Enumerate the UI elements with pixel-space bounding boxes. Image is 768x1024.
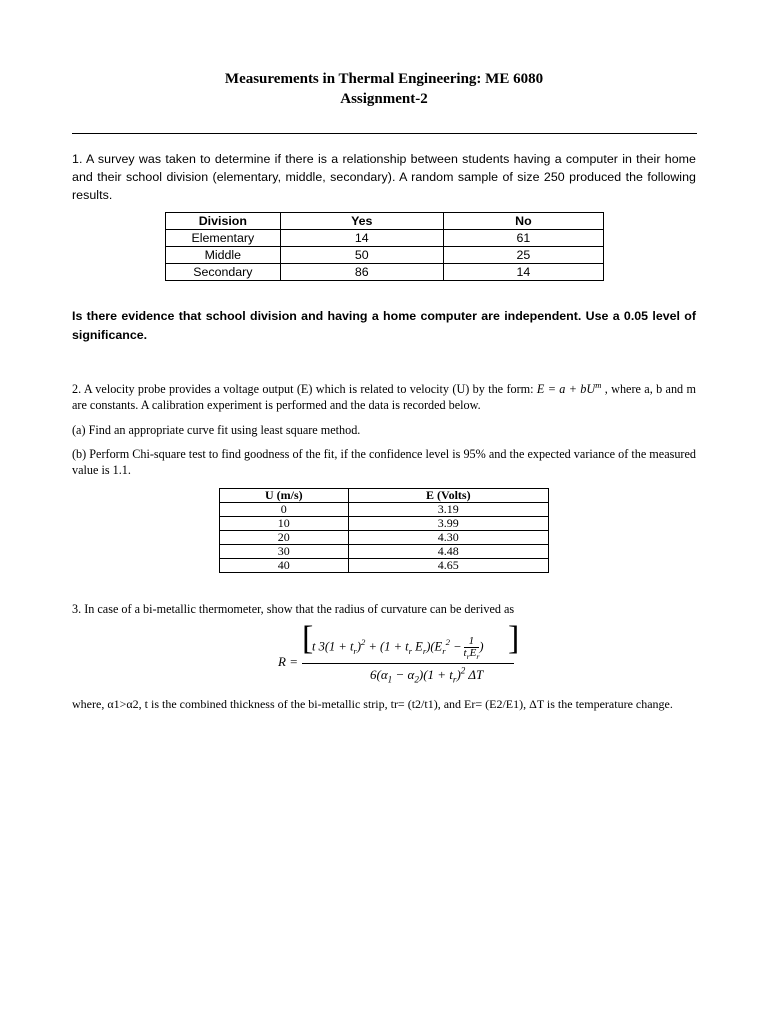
table-cell: Elementary <box>166 230 281 247</box>
table-cell: 14 <box>443 264 603 281</box>
velocity-formula <box>536 379 602 396</box>
document-title <box>0 69 768 109</box>
table-row <box>166 230 604 247</box>
table-cell: 4.30 <box>348 531 548 545</box>
table-cell: 40 <box>220 559 349 573</box>
table-cell: 3.99 <box>348 517 548 531</box>
question-2-tail: , where a, b and m are constants. A calibration experiment is performed and the data is recorded below. <box>72 382 696 412</box>
radius-equation <box>276 620 520 685</box>
header-rule <box>72 133 697 134</box>
question-2-part-b: (b) Perform Chi-square test to find goodness of the fit, if the confidence level is 95% and the expected variance of the measured value is 1.1. <box>72 447 696 477</box>
title-line-2: Assignment-2 <box>340 91 428 107</box>
calibration-table <box>219 488 549 573</box>
table-header-row <box>166 213 604 230</box>
table-cell: 86 <box>280 264 443 281</box>
table-row <box>220 545 549 559</box>
formula-body: E = a + bU <box>536 382 596 396</box>
table-header-cell: Yes <box>280 213 443 230</box>
open-bracket-icon: [ <box>302 620 314 657</box>
table-header-cell: U (m/s) <box>220 489 349 503</box>
equation-denominator: $6(\alpha_1 - \alpha_2)(1 + t_r)^2$ ΔT <box>370 665 484 685</box>
table-cell: 4.48 <box>348 545 548 559</box>
table-row <box>220 559 549 573</box>
question-2-lead: 2. A velocity probe provides a voltage output (E) which is related to velocity (U) by the form: <box>72 382 537 396</box>
table-row <box>220 503 549 517</box>
table-cell: 25 <box>443 247 603 264</box>
numerator-expression: t $3(1 + t_r)^2 + (1 + t_r$ $E_r)(E_r^2$ − $\frac{1}{t_rE_r}$ ) <box>312 635 484 662</box>
fraction-bar <box>302 663 514 664</box>
table-cell: Secondary <box>166 264 281 281</box>
formula-exponent: m <box>595 379 602 390</box>
close-bracket-icon: ] <box>508 620 520 657</box>
table-cell: 20 <box>220 531 349 545</box>
table-row <box>166 247 604 264</box>
equation-definitions: where, α1>α2, t is the combined thickness of the bi-metallic strip, tr= (t2/t1), and Er= (E2/E1), ΔT is the temperature change. <box>72 697 673 711</box>
table-cell: 14 <box>280 230 443 247</box>
table-cell: 30 <box>220 545 349 559</box>
table-header-cell: Division <box>166 213 281 230</box>
table-cell: 3.19 <box>348 503 548 517</box>
table-header-cell: E (Volts) <box>348 489 548 503</box>
question-3-text: 3. In case of a bi-metallic thermometer, show that the radius of curvature can be derived as <box>72 602 515 616</box>
table-cell: 50 <box>280 247 443 264</box>
table-cell: 61 <box>443 230 603 247</box>
table-row <box>166 264 604 281</box>
table-header-row <box>220 489 549 503</box>
table-cell: 4.65 <box>348 559 548 573</box>
table-cell: Middle <box>166 247 281 264</box>
title-line-1: Measurements in Thermal Engineering: ME 6080 <box>224 71 544 87</box>
table-cell: 0 <box>220 503 349 517</box>
division-computer-table <box>165 212 604 281</box>
question-1-text: 1. A survey was taken to determine if there is a relationship between students having a computer in their home and their school division (elementary, middle, secondary). A random sample of size 250 produced the following results. <box>72 152 696 202</box>
table-cell: 10 <box>220 517 349 531</box>
question-2-part-a: (a) Find an appropriate curve fit using least square method. <box>72 423 361 437</box>
table-header-cell: No <box>443 213 603 230</box>
question-1-ask: Is there evidence that school division and having a home computer are independent. Use a 0.05 level of significance. <box>72 309 696 342</box>
question-2-text <box>72 381 696 413</box>
inner-fraction: $\frac{1}{t_rE_r}$ <box>463 635 480 662</box>
equation-lhs: R = <box>278 654 298 669</box>
table-row <box>220 517 549 531</box>
table-row <box>220 531 549 545</box>
